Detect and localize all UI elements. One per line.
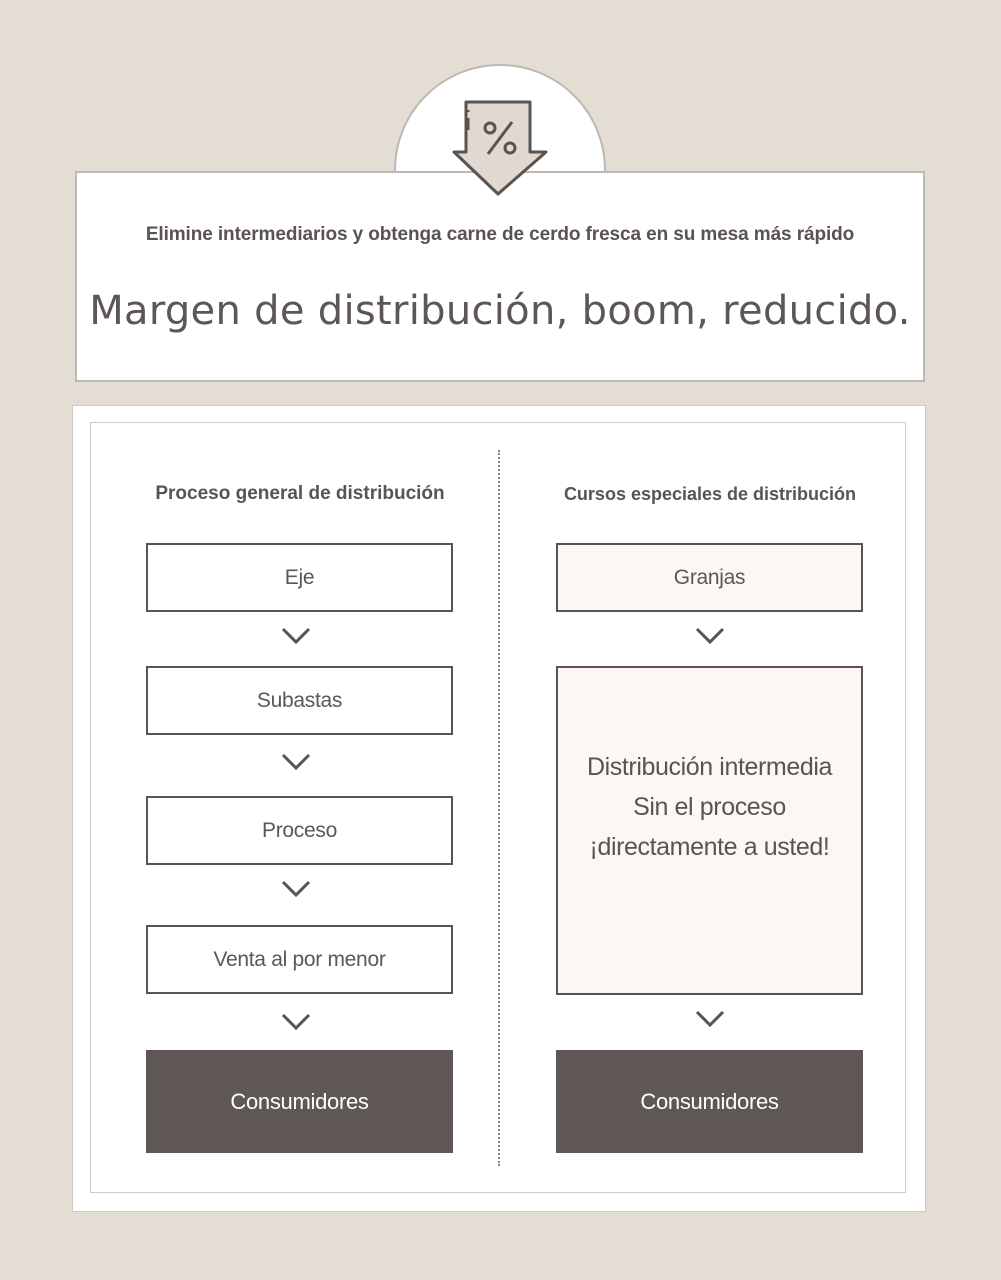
chevron-down-icon xyxy=(280,1012,312,1032)
special-direct-distribution-box xyxy=(556,666,863,995)
special-step-granjas: Granjas xyxy=(556,543,863,612)
chevron-down-icon xyxy=(694,1009,726,1029)
direct-line-2: Sin el proceso xyxy=(633,792,786,821)
chevron-down-icon xyxy=(280,752,312,772)
special-consumers-box: Consumidores xyxy=(556,1050,863,1153)
page-title: Margen de distribución, boom, reducido. xyxy=(89,288,911,334)
direct-line-1: Distribución intermedia xyxy=(586,752,833,781)
special-process-heading: Cursos especiales de distribución xyxy=(563,484,857,504)
header-subtitle: Elimine intermediarios y obtenga carne de cerdo fresca en su mesa más rápido xyxy=(145,224,855,245)
general-consumers-box: Consumidores xyxy=(146,1050,453,1153)
chevron-down-icon xyxy=(694,626,726,646)
column-divider xyxy=(498,450,500,1166)
general-process-heading: Proceso general de distribución xyxy=(155,483,445,504)
general-step-proceso: Proceso xyxy=(146,796,453,865)
general-step-eje: Eje xyxy=(146,543,453,612)
general-step-subastas: Subastas xyxy=(146,666,453,735)
direct-line-3: ¡directamente a usted! xyxy=(589,832,830,861)
chevron-down-icon xyxy=(280,879,312,899)
general-step-venta: Venta al por menor xyxy=(146,925,453,994)
chevron-down-icon xyxy=(280,626,312,646)
percent-down-arrow-icon xyxy=(452,100,548,196)
